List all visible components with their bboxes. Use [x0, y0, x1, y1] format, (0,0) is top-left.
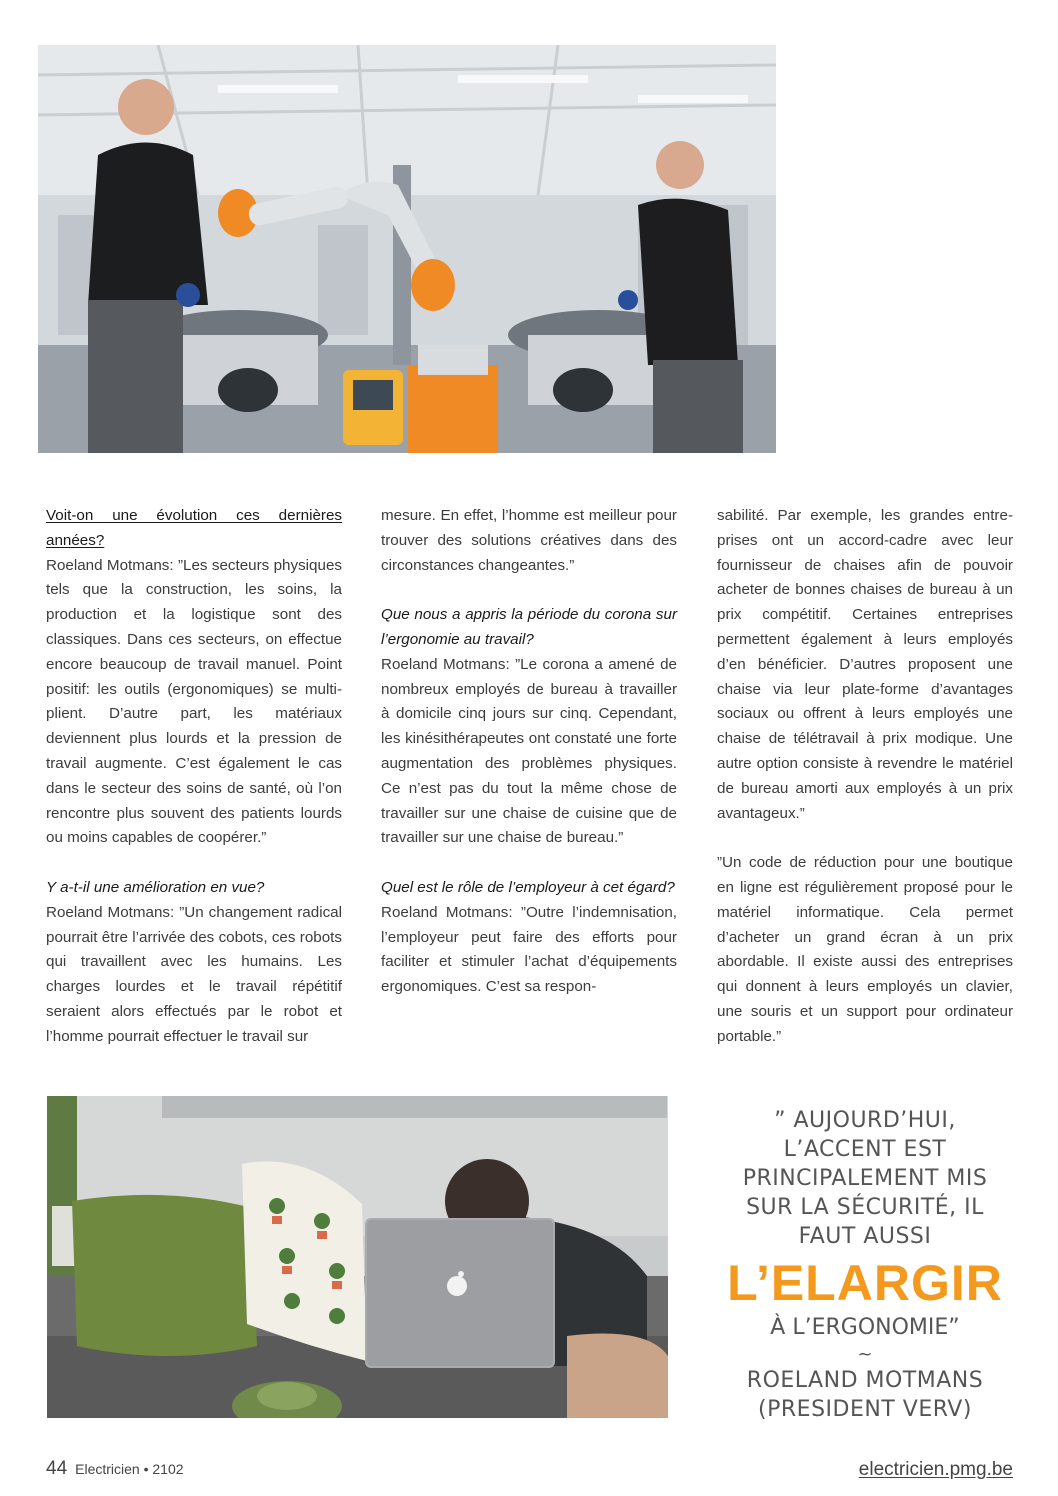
pull-quote-tail: À L’ERGONOMIE”	[770, 1315, 960, 1340]
pull-quote-separator: ~	[857, 1344, 873, 1365]
factory-cobot-photo	[38, 45, 776, 453]
pull-quote-author-name: ROELAND MOTMANS	[746, 1368, 984, 1393]
pull-quote-line-2: L’ACCENT EST	[783, 1137, 947, 1162]
website-link[interactable]: electricien.pmg.be	[858, 1459, 1013, 1480]
pull-quote-line-1: ” AUJOURD’HUI,	[774, 1108, 956, 1133]
answer-evolution: Roeland Motmans: ”Les secteurs physiques tels que la construction, les soins, la production et la logistique sont des classiques. Dans ces secteurs, on effectue encore beaucoup de travail manuel. Point positif: les outils (ergonomiques) se multiplient. D’autre part, les matériaux deviennent plus lourds et la pression de travail augmente. C’est également le cas dans le secteur des soins de santé, où l’on rencontre plus souvent des patients lourds ou moins capables de coopérer.”	[46, 556, 342, 847]
pull-quote-line-5: FAUT AUSSI	[798, 1224, 932, 1249]
pull-quote-line-3: PRINCIPALEMENT MIS	[742, 1166, 988, 1191]
article-column-1	[46, 504, 342, 1050]
answer-improvement-continued: mesure. En effet, l’homme est meilleur pour trouver des solutions créatives dans des circonstances changeantes.”	[381, 507, 677, 574]
pull-quote-author-role: (PRESIDENT VERV)	[758, 1397, 972, 1422]
page-number: 44	[46, 1458, 68, 1479]
answer-employer-role: Roeland Motmans: ”Outre l’indemnisation, l’employeur peut faire des efforts pour faciliter et stimuler l’achat d’équipements ergonomiques. C’est sa respon-	[381, 903, 677, 996]
answer-employer-role-continued: sabilité. Par exemple, les grandes entreprises ont un accord-cadre avec leur fournisseur de chaises afin de pouvoir acheter de bonnes chaises de bureau à un prix compétitif. Certaines entreprises permettent également à leurs employés d’en bénéficier. D’autres proposent une chaise via leur plate-forme d’avantages sociaux ou offrent à leurs employés une chaise de télétravail à prix modique. Une autre option consiste à revendre le matériel de bureau amorti aux employés à un prix avantageux.”	[717, 507, 1013, 822]
pull-quote-line-4: SUR LA SÉCURITÉ, IL	[746, 1195, 984, 1220]
answer-improvement: Roeland Motmans: ”Un changement radical pourrait être l’arrivée des cobots, ces robots qui travaillent avec les humains. Les charges lourdes et le travail répétitif seraient alors effectués par le robot et l’homme pourrait effectuer le travail sur	[46, 903, 342, 1045]
page-footer-left	[46, 1458, 184, 1480]
article-column-2	[381, 504, 677, 1000]
magazine-issue: Electricien • 2102	[75, 1461, 184, 1477]
question-corona: Que nous a appris la période du corona sur l’ergonomie au travail?	[381, 606, 677, 648]
answer-discount-code: ”Un code de réduction pour une boutique en ligne est régulièrement proposé pour le matériel informatique. Cela permet d’acheter un grand écran à un prix abordable. Il existe aussi des entreprises qui donnent à leurs employés un clavier, une souris et un support pour ordinateur portable.”	[717, 854, 1013, 1045]
pull-quote-highlight: L’ELARGIR	[727, 1255, 1003, 1311]
question-improvement: Y a-t-il une amélioration en vue?	[46, 878, 265, 896]
article-column-3	[717, 504, 1013, 1050]
question-evolution: Voit-on une évolution ces dernières années?	[46, 507, 342, 549]
question-employer-role: Quel est le rôle de l’employeur à cet égard?	[381, 878, 675, 896]
answer-corona: Roeland Motmans: ”Le corona a amené de nombreux employés de bureau à travailler à domicile cinq jours sur cinq. Cependant, les kinésithérapeutes ont constaté une forte augmentation des problèmes physiques. Ce n’est pas du tout la même chose de travailler sur une chaise de cuisine que de travailler sur une chaise de bureau.”	[381, 655, 677, 847]
pull-quote	[700, 1106, 1030, 1424]
laptop-sofa-photo	[47, 1096, 668, 1418]
